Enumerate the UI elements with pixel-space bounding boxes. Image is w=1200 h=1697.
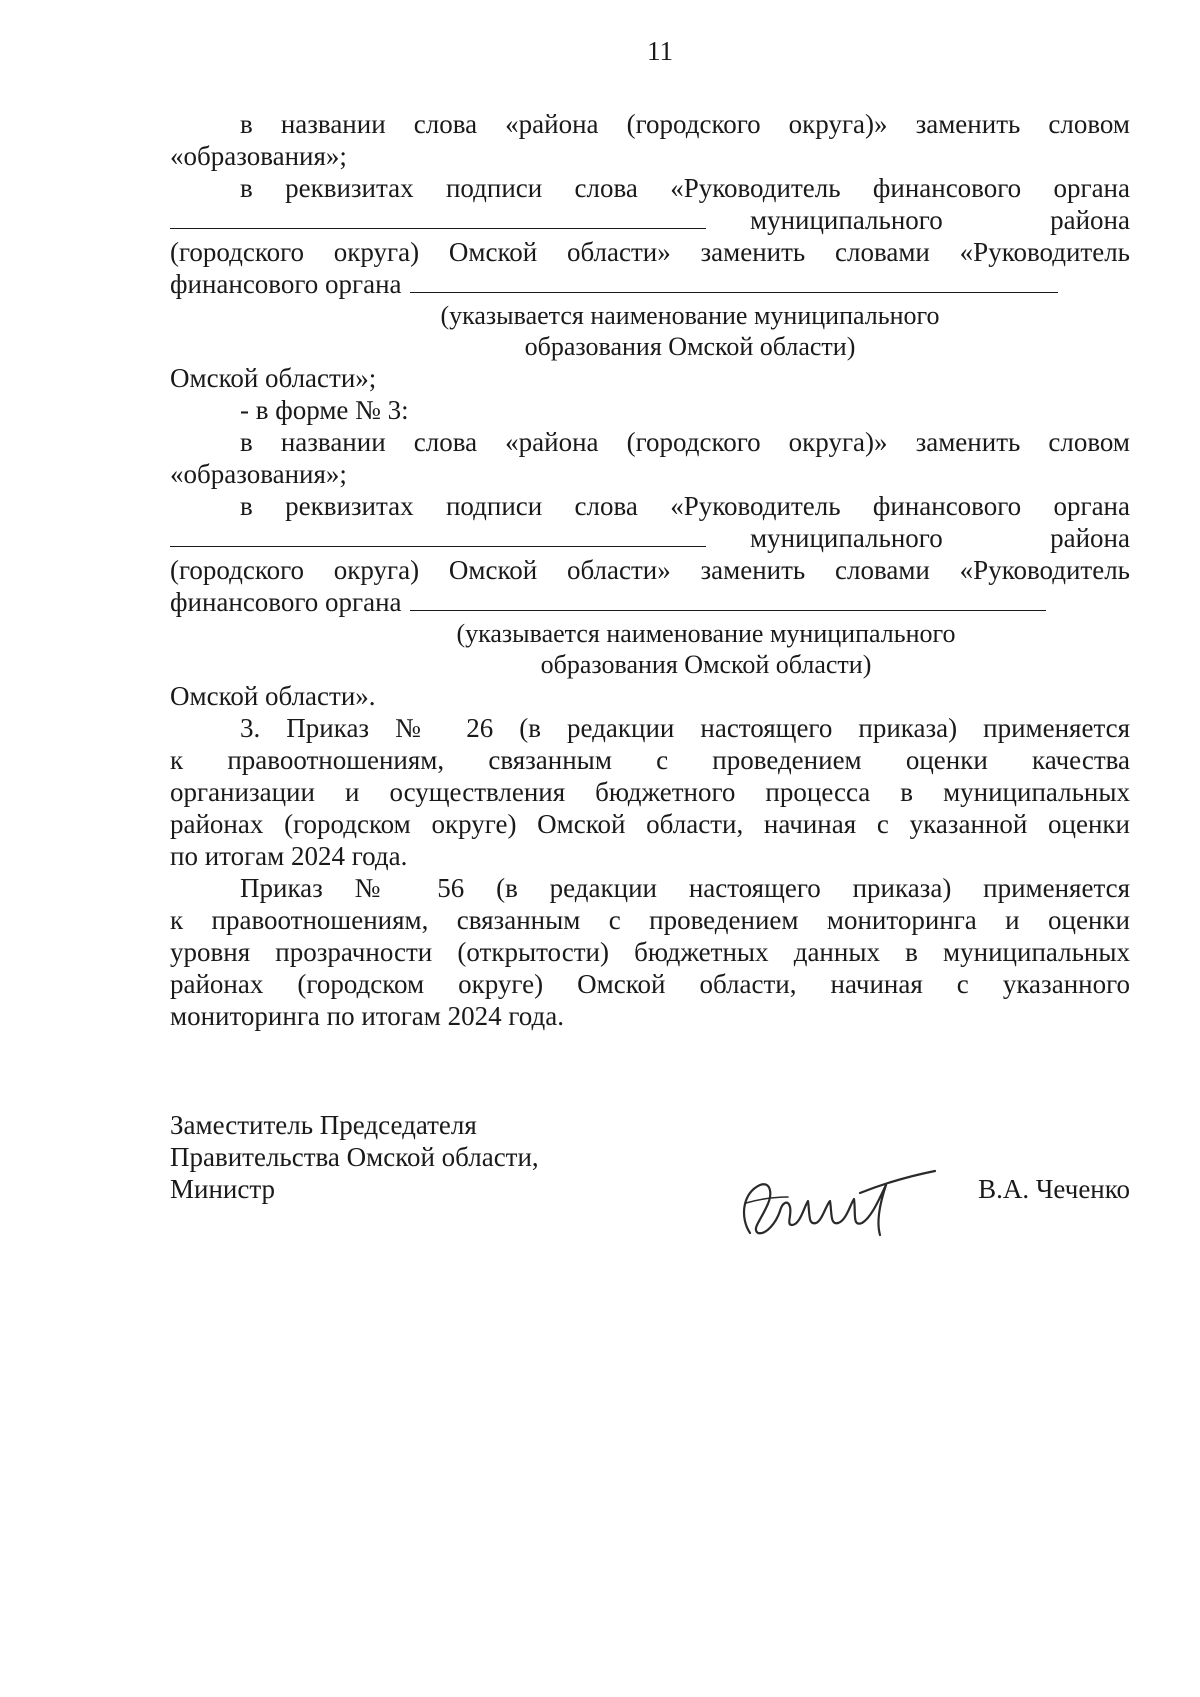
- handwritten-signature: [730, 1163, 950, 1243]
- text-line: (городского округа) Омской области» заменить словами «Руководитель: [170, 237, 1130, 267]
- fill-in-line-tail: [706, 522, 1130, 554]
- text-line: «образования»;: [170, 459, 347, 489]
- text-line: в реквизитах подписи слова «Руководитель финансового органа: [240, 491, 1130, 521]
- text-line: к правоотношениям, связанным с проведением оценки качества: [170, 745, 1130, 775]
- hint-block: [170, 618, 1076, 680]
- text-line: районах (городском округе) Омской области, начиная с указанной оценки: [170, 809, 1130, 839]
- signatory-title: Правительства Омской области,: [170, 1142, 539, 1172]
- text-line: Приказ № 56 (в редакции настоящего приказа) применяется: [240, 873, 1130, 903]
- text-word: района: [1050, 205, 1130, 235]
- text-word: муниципального: [750, 523, 943, 553]
- text-line: районах (городском округе) Омской области, начиная с указанного: [170, 969, 1130, 999]
- hint-text: образования Омской области): [524, 332, 856, 361]
- text-line: - в форме № 3:: [240, 395, 409, 425]
- blank-field: [170, 522, 706, 547]
- text-line: по итогам 2024 года.: [170, 841, 408, 871]
- signature-block: [170, 1109, 1130, 1205]
- fill-in-line: [170, 204, 1130, 236]
- text-line: Омской области»;: [170, 363, 377, 393]
- blank-field: [410, 586, 1046, 611]
- signatory-name: В.А. Чеченко: [978, 1174, 1130, 1204]
- signatory-title: Министр: [170, 1174, 275, 1204]
- text-line: (городского округа) Омской области» заменить словами «Руководитель: [170, 555, 1130, 585]
- text-line: финансового органа: [170, 587, 402, 617]
- fill-in-line: [170, 522, 1130, 554]
- text-word: района: [1050, 523, 1130, 553]
- text-line: «образования»;: [170, 141, 347, 171]
- text-line: к правоотношениям, связанным с проведением мониторинга и оценки: [170, 905, 1130, 935]
- hint-text: (указывается наименование муниципального: [440, 301, 940, 330]
- signatory-title: Заместитель Председателя: [170, 1110, 477, 1140]
- text-line: организации и осуществления бюджетного процесса в муниципальных: [170, 777, 1130, 807]
- text-line: в реквизитах подписи слова «Руководитель финансового органа: [240, 173, 1130, 203]
- hint-text: (указывается наименование муниципального: [456, 619, 956, 648]
- blank-field: [410, 268, 1058, 293]
- text-word: муниципального: [750, 205, 943, 235]
- blank-field: [170, 204, 706, 229]
- text-line: 3. Приказ № 26 (в редакции настоящего приказа) применяется: [240, 713, 1130, 743]
- page-number: 11: [647, 36, 673, 66]
- text-line: мониторинга по итогам 2024 года.: [170, 1001, 564, 1031]
- text-line: в названии слова «района (городского округа)» заменить словом: [240, 109, 1130, 139]
- fill-in-line: [170, 586, 1130, 618]
- fill-in-line: [170, 268, 1130, 300]
- document-body: [170, 108, 1130, 1032]
- text-line: в названии слова «района (городского округа)» заменить словом: [240, 427, 1130, 457]
- text-line: Омской области».: [170, 681, 376, 711]
- text-line: финансового органа: [170, 269, 402, 299]
- hint-block: [170, 300, 1060, 362]
- fill-in-line-tail: [706, 204, 1130, 236]
- hint-text: образования Омской области): [540, 650, 872, 679]
- text-line: уровня прозрачности (открытости) бюджетных данных в муниципальных: [170, 937, 1130, 967]
